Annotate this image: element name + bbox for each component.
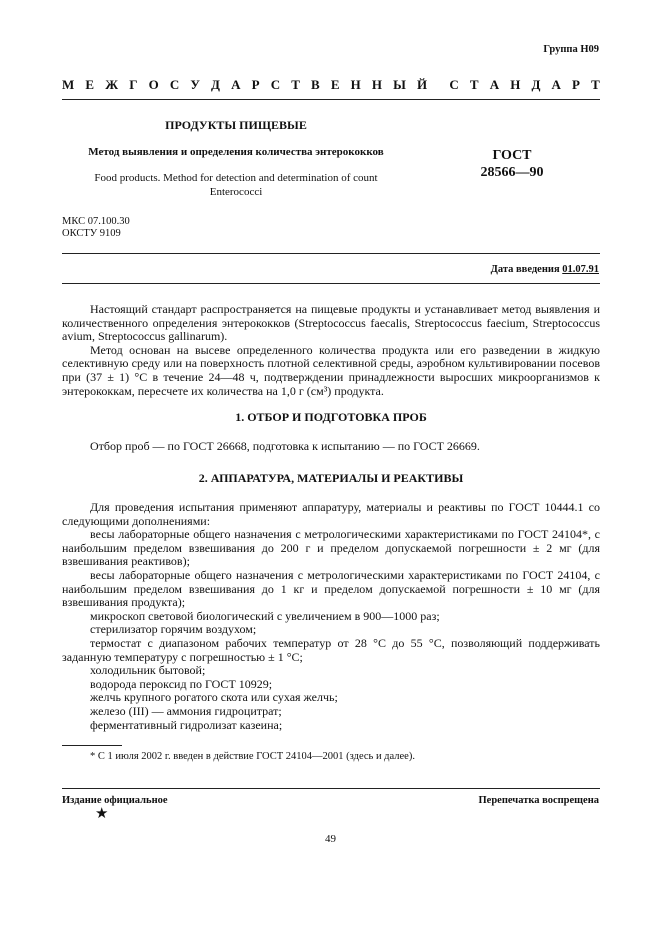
- banner-letter: С: [449, 77, 459, 92]
- header-divider: [62, 99, 600, 100]
- banner-letter: А: [231, 77, 241, 92]
- section-1-text: [62, 440, 600, 454]
- banner-letter: О: [148, 77, 159, 92]
- banner-letter: Е: [85, 77, 95, 92]
- intro-date-value: 01.07.91: [562, 264, 599, 275]
- banner-letter: Е: [330, 77, 340, 92]
- equipment-item: холодильник бытовой;: [90, 663, 206, 678]
- intro-paragraph-method: Метод основан на высеве определенного количества продукта или его разведении в жидкую селективную среду или на поверхность плотной селективной среды, аэробном культивировании посевов при (37 ± 1) °С в течение 24—48 ч, подтверждении принадлежности выросших микроорганизмов к энтерококкам, пересчете их количества на 1,0 г (см³) продукта.: [62, 342, 600, 398]
- intro-date-label: Дата введения: [490, 264, 560, 275]
- equipment-item: термостат с диапазоном рабочих температур от 28 °С до 55 °С, позволяющий поддерживать заданную температуру с погрешностью ± 1 °С;: [62, 635, 600, 664]
- banner-letter: Т: [591, 77, 600, 92]
- method-title-en-line1: Food products. Method for detection and determination of count: [94, 172, 378, 184]
- footnote: * С 1 июля 2002 г. введен в действие ГОСТ 24104—2001 (здесь и далее).: [90, 751, 415, 762]
- equipment-item: микроскоп световой биологический с увеличением в 900—1000 раз;: [90, 608, 440, 623]
- equipment-item: железо (III) — аммония гидроцитрат;: [90, 703, 282, 718]
- equipment-item: желчь крупного рогатого скота или сухая желчь;: [90, 690, 338, 705]
- method-title-en: [62, 171, 410, 199]
- banner-letter: М: [62, 77, 75, 92]
- equipment-list: [62, 501, 600, 732]
- banner-letter: Ж: [105, 77, 119, 92]
- equipment-item: стерилизатор горячим воздухом;: [90, 622, 257, 637]
- banner-letter: Р: [572, 77, 580, 92]
- banner-letter: Т: [469, 77, 479, 92]
- intro-text: [62, 303, 600, 398]
- group-code: Группа Н09: [543, 44, 599, 55]
- gost-designation: [462, 147, 562, 181]
- banner-letter: У: [190, 77, 200, 92]
- banner-letter: А: [551, 77, 561, 92]
- banner-letter: Н: [510, 77, 521, 92]
- gost-number: 28566—90: [480, 165, 544, 180]
- banner-letter: Д: [211, 77, 220, 92]
- okstu-code: ОКСТУ 9109: [62, 228, 121, 239]
- banner-letter: А: [489, 77, 500, 92]
- banner-letter: Й: [417, 77, 428, 92]
- gost-label: ГОСТ: [492, 148, 532, 163]
- banner-letter: С: [169, 77, 180, 92]
- interstate-standard-banner: [62, 77, 600, 93]
- star-icon: ★: [95, 806, 109, 822]
- footer-divider: [62, 788, 600, 789]
- equipment-lead: Для проведения испытания применяют аппаратуру, материалы и реактивы по ГОСТ 10444.1 со следующими дополнениями:: [62, 500, 600, 528]
- banner-letter: Т: [291, 77, 300, 92]
- official-edition-label: Издание официальное: [62, 795, 168, 806]
- sampling-paragraph: Отбор проб — по ГОСТ 26668, подготовка к испытанию — по ГОСТ 26669.: [90, 439, 480, 453]
- method-title-en-line2: Enterococci: [209, 186, 263, 198]
- section-2-heading: 2. АППАРАТУРА, МАТЕРИАЛЫ И РЕАКТИВЫ: [198, 471, 464, 485]
- reprint-prohibited-label: Перепечатка воспрещена: [478, 795, 599, 806]
- banner-letter: Н: [350, 77, 361, 92]
- intro-date: [491, 264, 599, 275]
- banner-letter: Н: [371, 77, 382, 92]
- banner-letter: С: [270, 77, 281, 92]
- banner-letter: В: [311, 77, 320, 92]
- banner-letter: Ы: [393, 77, 406, 92]
- date-divider: [62, 283, 600, 284]
- equipment-item: водорода пероксид по ГОСТ 10929;: [90, 676, 273, 691]
- intro-paragraph-scope: Настоящий стандарт распространяется на пищевые продукты и устанавливает метод выявления и количественного определения энтерококков (Streptococcus faecalis, Streptococcus faecium, Streptococcus avium, Streptococcus gallinarum).: [62, 302, 600, 344]
- footnote-rule: [62, 745, 122, 746]
- mks-code: МКС 07.100.30: [62, 216, 130, 227]
- classification-codes: [62, 216, 130, 240]
- method-title-ru: Метод выявления и определения количества энтерококков: [88, 146, 384, 158]
- equipment-item: ферментативный гидролизат казеина;: [90, 717, 283, 732]
- banner-letter: Г: [129, 77, 138, 92]
- banner-letter: Р: [251, 77, 260, 92]
- equipment-item: весы лабораторные общего назначения с метрологическими характеристиками по ГОСТ 24104, с наибольшим пределом взвешивания до 1 кг и пределом допускаемой погрешности ± 10 мг (для взвешивания продукта);: [62, 567, 600, 610]
- document-title: ПРОДУКТЫ ПИЩЕВЫЕ: [165, 118, 307, 132]
- section-1-heading: 1. ОТБОР И ПОДГОТОВКА ПРОБ: [235, 410, 427, 424]
- banner-letter: Д: [531, 77, 541, 92]
- classification-divider: [62, 253, 600, 254]
- equipment-item: весы лабораторные общего назначения с метрологическими характеристиками по ГОСТ 24104*, с наибольшим пределом взвешивания до 200 г и пределом допускаемой погрешности ± 2 мг (для взвешивания реактивов);: [62, 527, 600, 569]
- page-number: 49: [325, 833, 336, 845]
